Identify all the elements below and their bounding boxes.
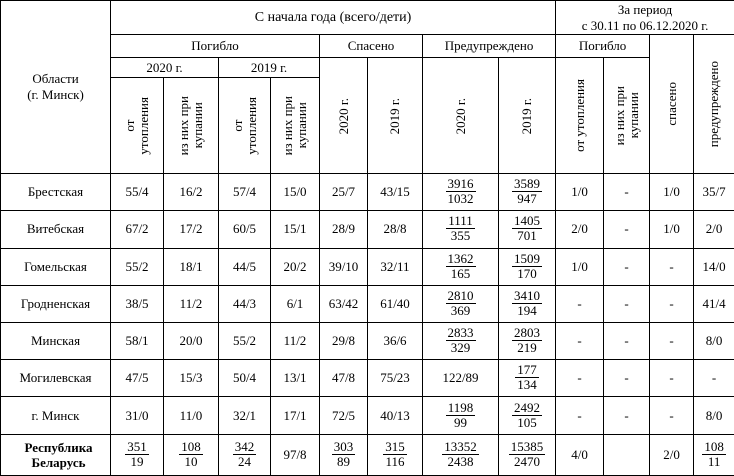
bathing-2020: 17/2 bbox=[164, 211, 219, 248]
rescued-2020: 39/10 bbox=[320, 248, 368, 285]
rescued-2020: 25/7 bbox=[320, 174, 368, 211]
drowning-2019-header: от утопления bbox=[219, 78, 271, 174]
period-bathing: - bbox=[604, 285, 650, 322]
perished-header: Погибло bbox=[111, 35, 320, 58]
bathing-2020-header: из них при купании bbox=[164, 78, 219, 174]
prevented-2020: 122/89 bbox=[423, 360, 499, 397]
total-region-name: Республика Беларусь bbox=[1, 434, 111, 475]
rescued-2019-header: 2019 г. bbox=[368, 58, 423, 174]
table-row bbox=[1, 360, 734, 397]
period-rescued: 1/0 bbox=[650, 211, 694, 248]
bathing-2019-header: из них при купании bbox=[271, 78, 320, 174]
rescued-2019: 32/11 bbox=[368, 248, 423, 285]
total-row bbox=[1, 434, 734, 475]
rescued-2019: 40/13 bbox=[368, 397, 423, 434]
period-rescued: - bbox=[650, 248, 694, 285]
drowning-2019: 44/3 bbox=[219, 285, 271, 322]
prevented-2019: $\frac{1405}{701}$ bbox=[499, 211, 556, 248]
regions-header: Области (г. Минск) bbox=[1, 1, 111, 174]
bathing-2019: 20/2 bbox=[271, 248, 320, 285]
drowning-2019: 55/2 bbox=[219, 323, 271, 360]
period-rescued: - bbox=[650, 285, 694, 322]
period-bathing: - bbox=[604, 174, 650, 211]
period-header: За период с 30.11 по 06.12.2020 г. bbox=[556, 1, 734, 35]
period-rescued: - bbox=[650, 360, 694, 397]
total-bathing-2019: 97/8 bbox=[271, 434, 320, 475]
period-drowning: - bbox=[556, 397, 604, 434]
total-rescued-2019: $\frac{315}{116}$ bbox=[368, 434, 423, 475]
rescued-2020-header: 2020 г. bbox=[320, 58, 368, 174]
period-rescued: - bbox=[650, 397, 694, 434]
prevented-2019: $\frac{1509}{170}$ bbox=[499, 248, 556, 285]
bathing-2020: 18/1 bbox=[164, 248, 219, 285]
prevented-2019: $\frac{3410}{194}$ bbox=[499, 285, 556, 322]
prevented-2020: $\frac{1111}{355}$ bbox=[423, 211, 499, 248]
drowning-2019: 50/4 bbox=[219, 360, 271, 397]
bathing-2020: 15/3 bbox=[164, 360, 219, 397]
region-name: Витебская bbox=[1, 211, 111, 248]
total-drowning-2019: $\frac{342}{24}$ bbox=[219, 434, 271, 475]
period-drowning: 1/0 bbox=[556, 174, 604, 211]
period-drowning: 2/0 bbox=[556, 211, 604, 248]
rescued-2019: 43/15 bbox=[368, 174, 423, 211]
table-row bbox=[1, 285, 734, 322]
table-row bbox=[1, 323, 734, 360]
drowning-2020: 67/2 bbox=[111, 211, 164, 248]
period-prevented: 2/0 bbox=[694, 211, 734, 248]
rescued-2019: 36/6 bbox=[368, 323, 423, 360]
prevented-2019: $\frac{2492}{105}$ bbox=[499, 397, 556, 434]
period-prevented: 35/7 bbox=[694, 174, 734, 211]
rescued-2020: 72/5 bbox=[320, 397, 368, 434]
rescued-2019: 61/40 bbox=[368, 285, 423, 322]
prevented-period-header: предупреждено bbox=[694, 35, 734, 174]
table-row bbox=[1, 397, 734, 434]
rescued-2019: 28/8 bbox=[368, 211, 423, 248]
perished-period-header: Погибло bbox=[556, 35, 650, 58]
drowning-2020: 38/5 bbox=[111, 285, 164, 322]
rescued-header: Спасено bbox=[320, 35, 423, 58]
total-period-rescued: 2/0 bbox=[650, 434, 694, 475]
region-name: Минская bbox=[1, 323, 111, 360]
period-bathing: - bbox=[604, 323, 650, 360]
rescued-period-header: спасено bbox=[650, 35, 694, 174]
total-drowning-2020: $\frac{351}{19}$ bbox=[111, 434, 164, 475]
region-name: Могилевская bbox=[1, 360, 111, 397]
total-period-drowning: 4/0 bbox=[556, 434, 604, 475]
drowning-2019: 32/1 bbox=[219, 397, 271, 434]
bathing-2020: 20/0 bbox=[164, 323, 219, 360]
bathing-2019: 17/1 bbox=[271, 397, 320, 434]
period-rescued: - bbox=[650, 323, 694, 360]
region-name: г. Минск bbox=[1, 397, 111, 434]
total-period-bathing bbox=[604, 434, 650, 475]
prevented-2020: $\frac{1362}{165}$ bbox=[423, 248, 499, 285]
prevented-2020: $\frac{3916}{1032}$ bbox=[423, 174, 499, 211]
region-name: Брестская bbox=[1, 174, 111, 211]
prevented-header: Предупреждено bbox=[423, 35, 556, 58]
period-drowning-header: от утопления bbox=[556, 58, 604, 174]
prevented-2020: $\frac{2833}{329}$ bbox=[423, 323, 499, 360]
period-prevented: 8/0 bbox=[694, 397, 734, 434]
prevented-2019: $\frac{3589}{947}$ bbox=[499, 174, 556, 211]
bathing-2020: 16/2 bbox=[164, 174, 219, 211]
rescued-2019: 75/23 bbox=[368, 360, 423, 397]
rescued-2020: 28/9 bbox=[320, 211, 368, 248]
prevented-2020: $\frac{1198}{99}$ bbox=[423, 397, 499, 434]
region-name: Гродненская bbox=[1, 285, 111, 322]
period-bathing: - bbox=[604, 360, 650, 397]
region-name: Гомельская bbox=[1, 248, 111, 285]
year-2020-header: 2020 г. bbox=[111, 58, 219, 78]
table-row bbox=[1, 248, 734, 285]
drowning-2020: 31/0 bbox=[111, 397, 164, 434]
prevented-2019: $\frac{177}{134}$ bbox=[499, 360, 556, 397]
period-prevented: 14/0 bbox=[694, 248, 734, 285]
total-prevented-2020: $\frac{13352}{2438}$ bbox=[423, 434, 499, 475]
drowning-2020: 55/4 bbox=[111, 174, 164, 211]
rescued-2020: 63/42 bbox=[320, 285, 368, 322]
drowning-2020: 58/1 bbox=[111, 323, 164, 360]
bathing-2019: 15/0 bbox=[271, 174, 320, 211]
rescued-2020: 29/8 bbox=[320, 323, 368, 360]
table-row bbox=[1, 211, 734, 248]
drowning-2020: 55/2 bbox=[111, 248, 164, 285]
drowning-2020: 47/5 bbox=[111, 360, 164, 397]
since-year-start-header: С начала года (всего/дети) bbox=[111, 1, 556, 35]
period-rescued: 1/0 bbox=[650, 174, 694, 211]
drowning-2019: 57/4 bbox=[219, 174, 271, 211]
total-period-prevented: $\frac{108}{11}$ bbox=[694, 434, 734, 475]
period-prevented: 41/4 bbox=[694, 285, 734, 322]
period-drowning: - bbox=[556, 360, 604, 397]
rescued-2020: 47/8 bbox=[320, 360, 368, 397]
total-bathing-2020: $\frac{108}{10}$ bbox=[164, 434, 219, 475]
prevented-2019-header: 2019 г. bbox=[499, 58, 556, 174]
table-row bbox=[1, 174, 734, 211]
drowning-2019: 44/5 bbox=[219, 248, 271, 285]
period-drowning: - bbox=[556, 285, 604, 322]
year-2019-header: 2019 г. bbox=[219, 58, 320, 78]
period-prevented: 8/0 bbox=[694, 323, 734, 360]
period-bathing-header: из них при купании bbox=[604, 58, 650, 174]
period-drowning: 1/0 bbox=[556, 248, 604, 285]
prevented-2020: $\frac{2810}{369}$ bbox=[423, 285, 499, 322]
bathing-2019: 15/1 bbox=[271, 211, 320, 248]
period-bathing: - bbox=[604, 397, 650, 434]
period-bathing: - bbox=[604, 211, 650, 248]
drowning-2019: 60/5 bbox=[219, 211, 271, 248]
total-rescued-2020: $\frac{303}{89}$ bbox=[320, 434, 368, 475]
prevented-2020-header: 2020 г. bbox=[423, 58, 499, 174]
period-drowning: - bbox=[556, 323, 604, 360]
period-prevented: - bbox=[694, 360, 734, 397]
bathing-2019: 13/1 bbox=[271, 360, 320, 397]
total-prevented-2019: $\frac{15385}{2470}$ bbox=[499, 434, 556, 475]
bathing-2019: 6/1 bbox=[271, 285, 320, 322]
drowning-2020-header: от утопления bbox=[111, 78, 164, 174]
bathing-2019: 11/2 bbox=[271, 323, 320, 360]
prevented-2019: $\frac{2803}{219}$ bbox=[499, 323, 556, 360]
bathing-2020: 11/2 bbox=[164, 285, 219, 322]
period-bathing: - bbox=[604, 248, 650, 285]
bathing-2020: 11/0 bbox=[164, 397, 219, 434]
